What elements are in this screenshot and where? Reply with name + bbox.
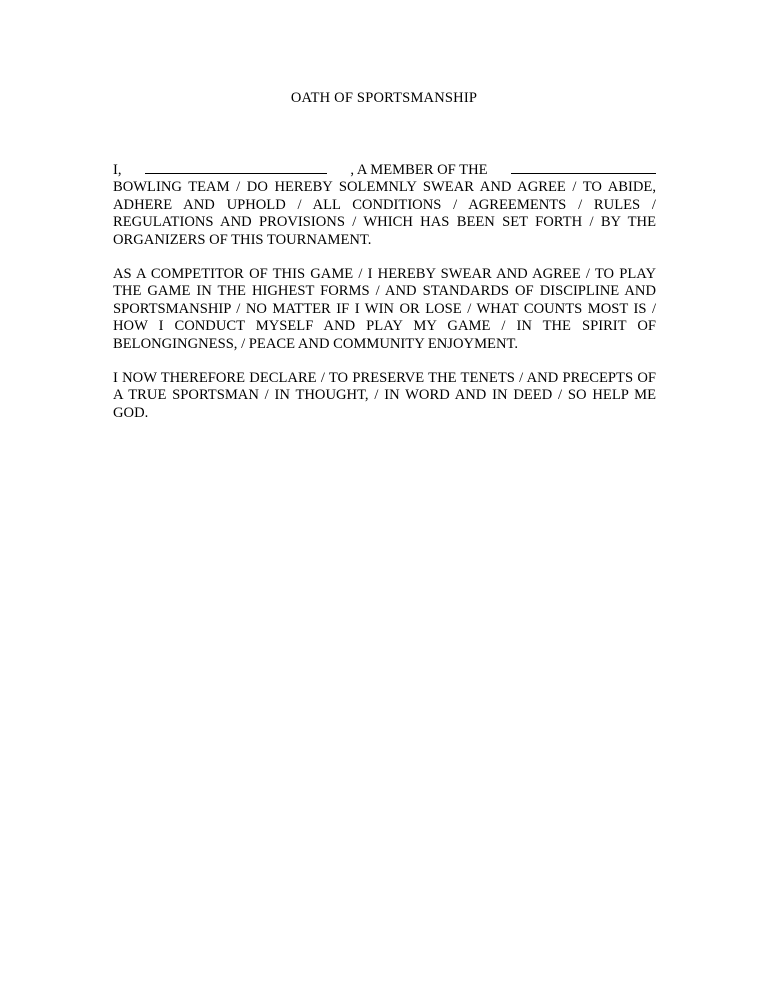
oath-paragraph-2: AS A COMPETITOR OF THIS GAME / I HEREBY SWEAR AND AGREE / TO PLAY THE GAME IN THE HIGHEST FORMS / AND STANDARDS OF DISCIPLINE AND SPORTSMANSHIP / NO MATTER IF I WIN OR LOSE / WHAT COUNTS MOST IS / HOW I CONDUCT MYSELF AND PLAY MY GAME / IN THE SPIRIT OF BELONGINGNESS, / PEACE AND COMMUNITY ENJOYMENT. — [113, 266, 656, 352]
oath-member-text: , A MEMBER OF THE — [350, 162, 488, 178]
document-body — [113, 160, 656, 439]
oath-lead-text: I, — [113, 162, 122, 178]
oath-paragraph-1-rest: BOWLING TEAM / DO HEREBY SOLEMNLY SWEAR AND AGREE / TO ABIDE, ADHERE AND UPHOLD / ALL CONDITIONS / AGREEMENTS / RULES / REGULATIONS AND PROVISIONS / WHICH HAS BEEN SET FORTH / BY THE ORGANIZERS OF THIS TOURNAMENT. — [113, 179, 656, 248]
oath-paragraph-3: I NOW THEREFORE DECLARE / TO PRESERVE THE TENETS / AND PRECEPTS OF A TRUE SPORTSMAN / IN THOUGHT, / IN WORD AND IN DEED / SO HELP ME GOD. — [113, 370, 656, 421]
oath-paragraph-1 — [113, 160, 656, 249]
member-name-blank — [145, 160, 327, 174]
oath-first-line — [113, 160, 656, 179]
document-title: OATH OF SPORTSMANSHIP — [290, 90, 478, 106]
team-name-blank — [511, 160, 656, 174]
